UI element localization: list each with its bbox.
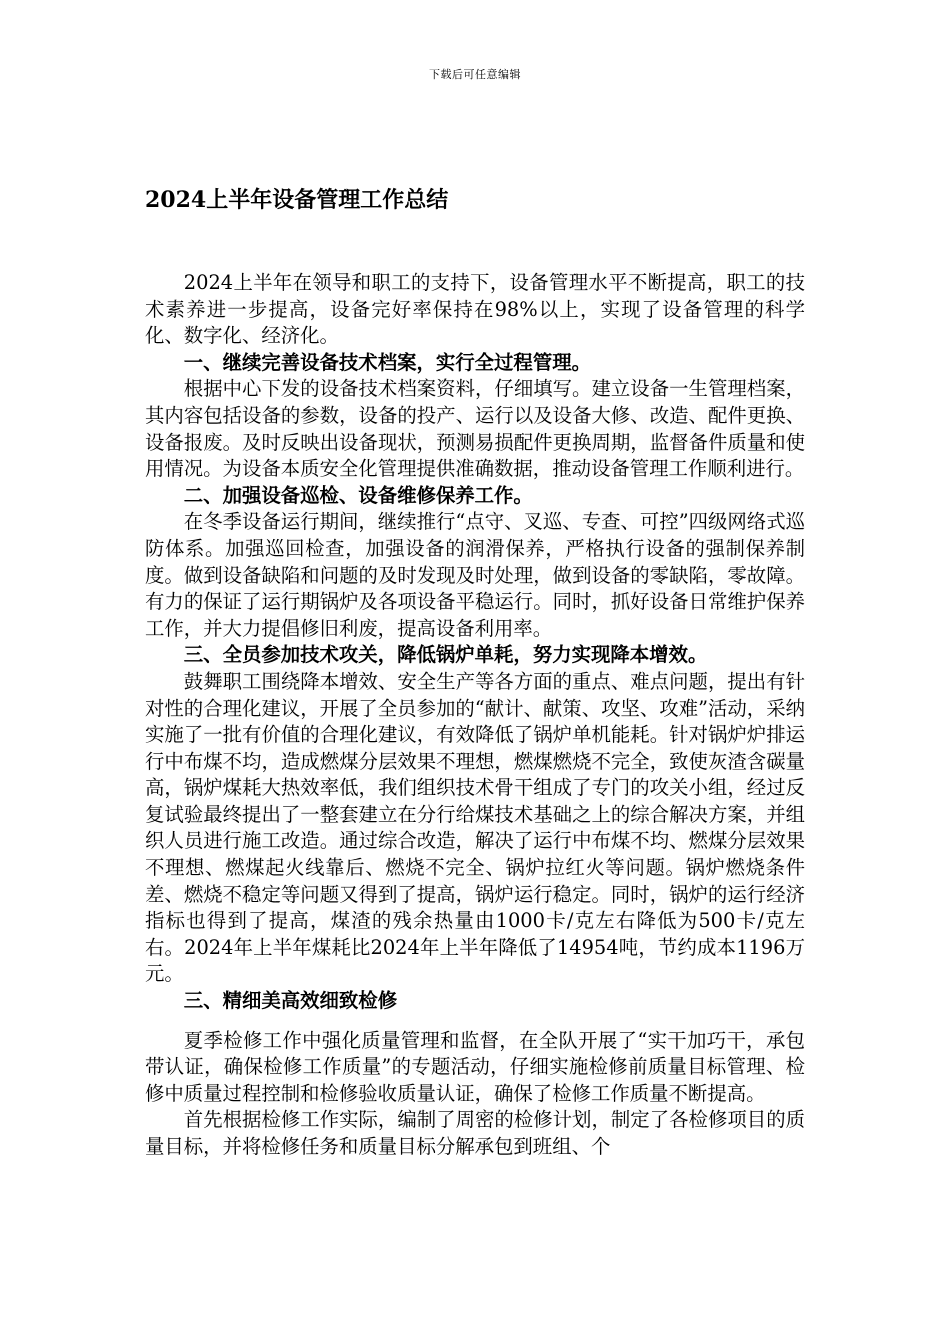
section-4-paragraph-1: 夏季检修工作中强化质量管理和监督，在全队开展了“实干加巧干，承包带认证，确保检修工作质量”的专题活动，仔细实施检修前质量目标管理、检修中质量过程控制和检修验收质量认证，确保了检修工作质量不断提高。 <box>145 1028 805 1105</box>
section-3-paragraph: 鼓舞职工围绕降本增效、安全生产等各方面的重点、难点问题，提出有针对性的合理化建议，开展了全员参加的“献计、献策、攻坚、攻难”活动，采纳实施了一批有价值的合理化建议，有效降低了锅炉单机能耗。针对锅炉炉排运行中布煤不均，造成燃煤分层效果不理想，燃煤燃烧不完全，致使灰渣含碳量高，锅炉煤耗大热效率低，我们组织技术骨干组成了专门的攻关小组，经过反复试验最终提出了一整套建立在分行给煤技术基础之上的综合解决方案，并组织人员进行施工改造。通过综合改造，解决了运行中布煤不均、燃煤分层效果不理想、燃煤起火线靠后、燃烧不完全、锅炉拉红火等问题。锅炉燃烧条件差、燃烧不稳定等问题又得到了提高，锅炉运行稳定。同时，锅炉的运行经济指标也得到了提高，煤渣的残余热量由1000卡/克左右降低为500卡/克左右。2024年上半年煤耗比2024年上半年降低了14954吨，节约成本1196万元。 <box>145 669 805 986</box>
page-header-note: 下载后可任意编辑 <box>429 68 521 81</box>
spacer <box>145 1015 805 1028</box>
section-heading-2: 二、加强设备巡检、设备维修保养工作。 <box>183 483 533 507</box>
section-heading-4: 三、精细美高效细致检修 <box>183 989 398 1013</box>
section-4-paragraph-2: 首先根据检修工作实际，编制了周密的检修计划，制定了各检修项目的质量目标，并将检修任务和质量目标分解承包到班组、个 <box>145 1108 805 1158</box>
section-heading-3: 三、全员参加技术攻关，降低锅炉单耗，努力实现降本增效。 <box>183 643 708 667</box>
document-title: 2024上半年设备管理工作总结 <box>145 187 449 213</box>
intro-paragraph: 2024上半年在领导和职工的支持下，设备管理水平不断提高，职工的技术素养进一步提高，设备完好率保持在98%以上，实现了设备管理的科学化、数字化、经济化。 <box>145 271 805 348</box>
document-body <box>145 270 805 1161</box>
section-heading-1: 一、继续完善设备技术档案，实行全过程管理。 <box>183 350 591 374</box>
section-2-paragraph: 在冬季设备运行期间，继续推行“点守、叉巡、专查、可控”四级网络式巡防体系。加强巡回检查，加强设备的润滑保养，严格执行设备的强制保养制度。做到设备缺陷和问题的及时发现及时处理，做到设备的零缺陷，零故障。有力的保证了运行期锅炉及各项设备平稳运行。同时，抓好设备日常维护保养工作，并大力提倡修旧利废，提高设备利用率。 <box>145 510 805 640</box>
section-1-paragraph: 根据中心下发的设备技术档案资料，仔细填写。建立设备一生管理档案，其内容包括设备的参数，设备的投产、运行以及设备大修、改造、配件更换、设备报废。及时反映出设备现状，预测易损配件更换周期，监督备件质量和使用情况。为设备本质安全化管理提供准确数据，推动设备管理工作顺利进行。 <box>145 377 805 481</box>
